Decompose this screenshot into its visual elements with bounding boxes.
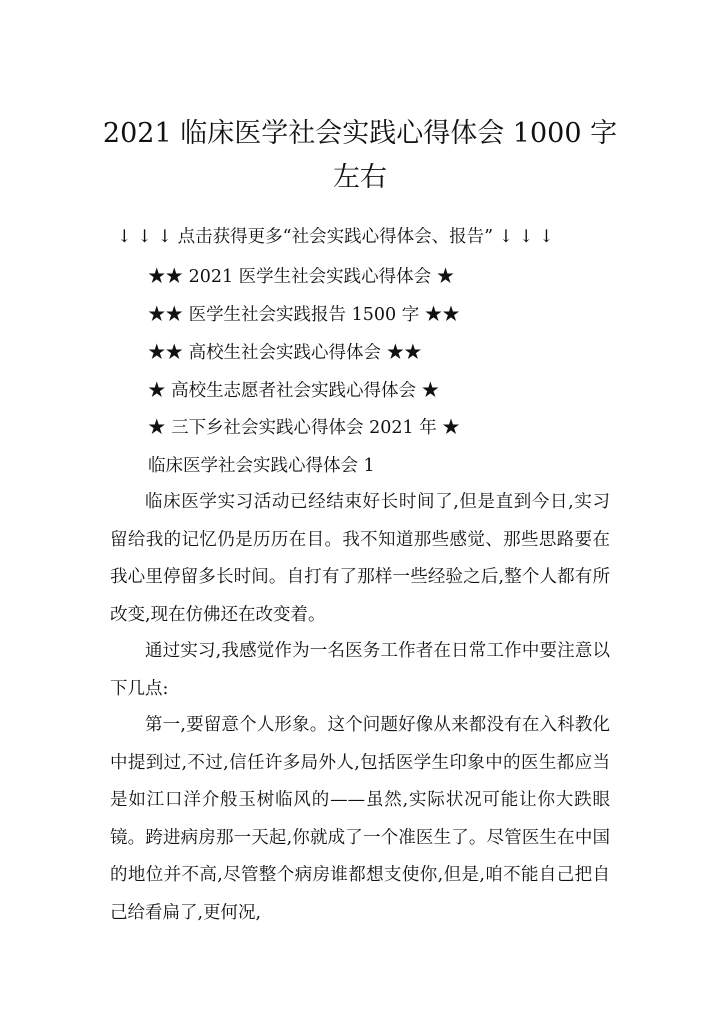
related-link-5[interactable]: ★ 三下乡社会实践心得体会 2021 年 ★ xyxy=(148,418,460,438)
promo-link[interactable]: ↓ ↓ ↓ 点击获得更多“社会实践心得体会、报告” ↓ ↓ ↓ xyxy=(117,227,554,247)
related-link-4[interactable]: ★ 高校生志愿者社会实践心得体会 ★ xyxy=(148,381,440,401)
body-paragraph-2: 通过实习,我感觉作为一名医务工作者在日常工作中要注意以下几点: xyxy=(110,641,610,699)
related-link-2[interactable]: ★★ 医学生社会实践报告 1500 字 ★★ xyxy=(148,305,460,325)
body-paragraph-3: 第一,要留意个人形象。这个问题好像从来都没有在入科教化中提到过,不过,信任许多局外人,包括医学生印象中的医生都应当是如江口洋介般玉树临风的——虽然,实际状况可能让你大跌眼镜。跨进病房那一天起,你就成了一个准医生了。尽管医生在中国的地位并不高,尽管整个病房谁都想支使你,但是,咱不能自己把自己给看扁了,更何况, xyxy=(110,715,610,923)
related-link-1[interactable]: ★★ 2021 医学生社会实践心得体会 ★ xyxy=(148,267,455,287)
section-heading: 临床医学社会实践心得体会 1 xyxy=(148,456,375,476)
document-title: 2021 临床医学社会实践心得体会 1000 字左右 xyxy=(102,118,618,193)
body-paragraph-1: 临床医学实习活动已经结束好长时间了,但是直到今日,实习留给我的记忆仍是历历在目。我不知道那些感觉、那些思路要在我心里停留多长时间。自打有了那样一些经验之后,整个人都有所改变,现在仿佛还在改变着。 xyxy=(110,492,610,625)
related-link-3[interactable]: ★★ 高校生社会实践心得体会 ★★ xyxy=(148,343,422,363)
